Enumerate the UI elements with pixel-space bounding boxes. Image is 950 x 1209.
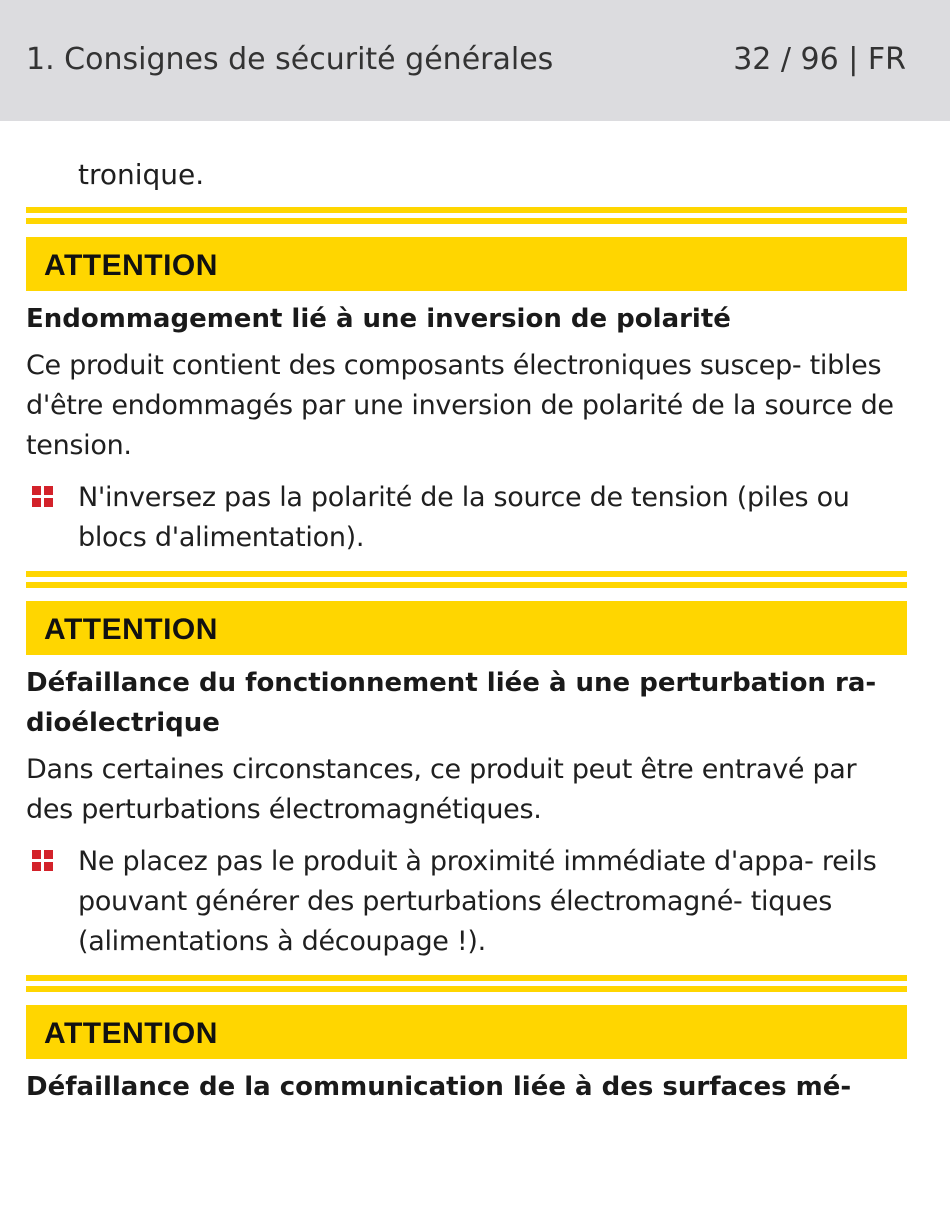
attention-banner bbox=[26, 1005, 907, 1059]
page-content bbox=[26, 121, 907, 1107]
attention-notice-radio bbox=[26, 571, 907, 962]
notice-rule bbox=[26, 582, 907, 588]
attention-banner bbox=[26, 601, 907, 655]
notice-body: Ce produit contient des composants électroniques suscep- tibles d'être endommagés par une inversion de polarité de la source de tension. bbox=[26, 350, 894, 461]
attention-notice-polarity bbox=[26, 207, 907, 558]
attention-label: ATTENTION bbox=[44, 249, 218, 282]
notice-rule bbox=[26, 218, 907, 224]
attention-label: ATTENTION bbox=[44, 1017, 218, 1050]
page-indicator: 32 / 96 | FR bbox=[733, 42, 906, 77]
action-bullet-icon bbox=[32, 486, 54, 508]
notice-title: Défaillance du fonctionnement liée à une perturbation ra- dioélectrique bbox=[26, 668, 877, 738]
notice-title: Défaillance de la communication liée à des surfaces mé- bbox=[26, 1072, 852, 1102]
section-title: 1. Consignes de sécurité générales bbox=[26, 42, 554, 77]
attention-banner bbox=[26, 237, 907, 291]
notice-title: Endommagement lié à une inversion de polarité bbox=[26, 304, 731, 334]
notice-action-text: N'inversez pas la polarité de la source de tension (piles ou blocs d'alimentation). bbox=[78, 482, 850, 553]
notice-action-text: Ne placez pas le produit à proximité immédiate d'appa- reils pouvant générer des perturbations électromagné- tiques (alimentations à découpage !). bbox=[78, 846, 877, 957]
page-header bbox=[0, 0, 950, 121]
notice-body: Dans certaines circonstances, ce produit peut être entravé par des perturbations électromagnétiques. bbox=[26, 754, 857, 825]
action-bullet-icon bbox=[32, 850, 54, 872]
continued-text: tronique. bbox=[78, 158, 205, 191]
attention-label: ATTENTION bbox=[44, 613, 218, 646]
notice-action bbox=[26, 842, 907, 962]
notice-action bbox=[26, 478, 907, 558]
attention-notice-communication bbox=[26, 975, 907, 1107]
notice-rule bbox=[26, 986, 907, 992]
